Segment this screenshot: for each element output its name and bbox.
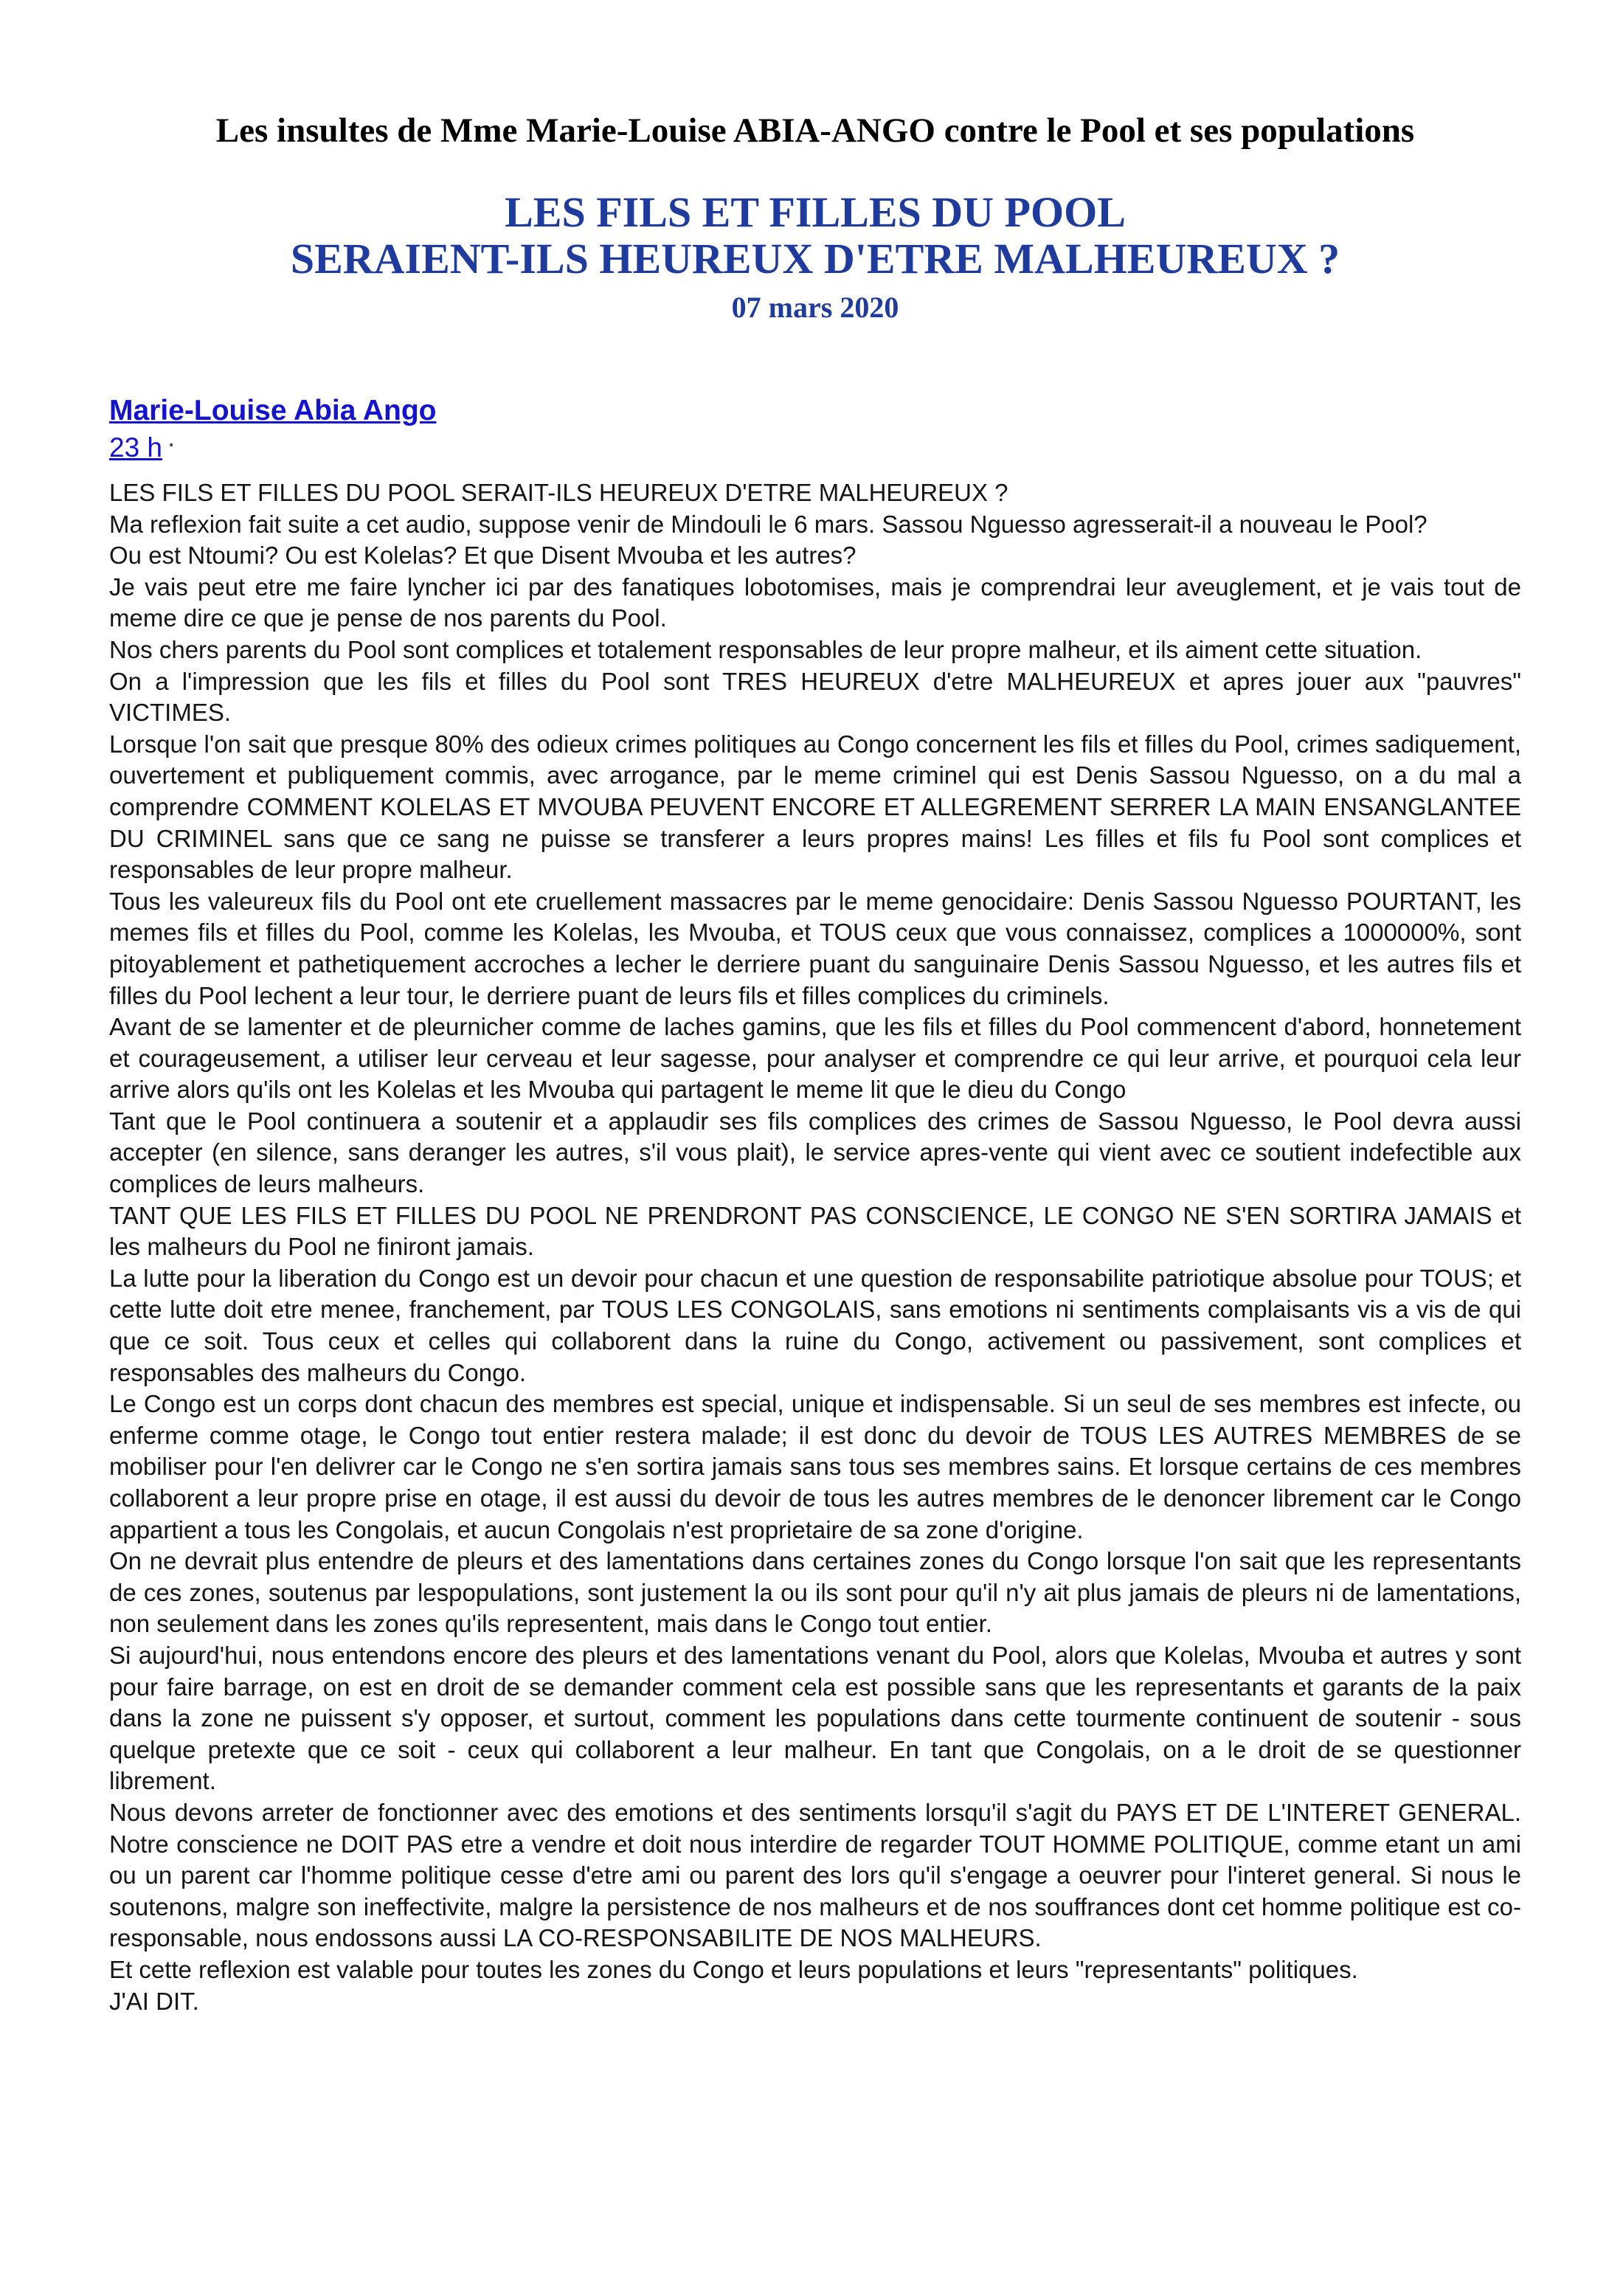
post-body xyxy=(109,477,1521,2017)
post-paragraph: Si aujourd'hui, nous entendons encore des pleurs et des lamentations venant du Pool, alors que Kolelas, Mvouba et autres y sont pour faire barrage, on est en droit de se demander comment cela est possible sans que les representants et garants de la paix dans la zone ne puissent s'y opposer, et surtout, comment les populations dans cette tourmente continuent de soutenir - sous quelque pretexte que ce soit - ceux qui collaborent a leur malheur. En tant que Congolais, on a le droit de se questionner librement. xyxy=(109,1641,1521,1795)
post-paragraph: Ma reflexion fait suite a cet audio, suppose venir de Mindouli le 6 mars. Sassou Nguesso agresserait-il a nouveau le Pool? xyxy=(109,510,1428,538)
timestamp-separator: · xyxy=(167,428,176,458)
post-paragraph: Le Congo est un corps dont chacun des membres est special, unique et indispensable. Si un seul de ses membres est infecte, ou enferme comme otage, le Congo tout entier restera malade; il est donc du devoir de TOUS LES AUTRES MEMBRES de se mobiliser pour l'en delivrer car le Congo ne s'en sortira jamais sans tous ses membres sains. Et lorsque certains de ces membres collaborent a leur propre prise en otage, il est aussi du devoir de tous les autres membres de le denoncer librement car le Congo appartient a tous les Congolais, et aucun Congolais n'est proprietaire de sa zone d'origine. xyxy=(109,1390,1521,1543)
post-paragraph: Avant de se lamenter et de pleurnicher comme de laches gamins, que les fils et filles du Pool commencent d'abord, honnetement et courageusement, a utiliser leur cerveau et leur sagesse, pour analyser et comprendre ce qui leur arrive, et pourquoi cela leur arrive alors qu'ils ont les Kolelas et les Mvouba qui partagent le meme lit que le dieu du Congo xyxy=(109,1013,1521,1104)
post-paragraph: J'AI DIT. xyxy=(109,1987,199,2015)
post-title-line1: LES FILS ET FILLES DU POOL xyxy=(505,188,1126,236)
post-paragraph: TANT QUE LES FILS ET FILLES DU POOL NE PRENDRONT PAS CONSCIENCE, LE CONGO NE S'EN SORTIRA JAMAIS et les malheurs du Pool ne finiront jamais. xyxy=(109,1201,1521,1261)
post-paragraph: Et cette reflexion est valable pour toutes les zones du Congo et leurs populations et leurs "representants" politiques. xyxy=(109,1955,1358,1983)
post-paragraph: On ne devrait plus entendre de pleurs et des lamentations dans certaines zones du Congo lorsque l'on sait que les representants de ces zones, soutenus par lespopulations, sont justement la ou ils sont pour qu'il n'y ait plus jamais de pleurs ni de lamentations, non seulement dans les zones qu'ils representent, mais dans le Congo tout entier. xyxy=(109,1547,1521,1638)
post-title xyxy=(109,189,1521,282)
post-title-line2: SERAIENT-ILS HEUREUX D'ETRE MALHEUREUX ? xyxy=(290,235,1340,283)
author-link[interactable]: Marie-Louise Abia Ango xyxy=(109,395,437,426)
post-paragraph: On a l'impression que les fils et filles du Pool sont TRES HEUREUX d'etre MALHEUREUX et apres jouer aux "pauvres" VICTIMES. xyxy=(109,667,1521,727)
post-paragraph: Tant que le Pool continuera a soutenir et a applaudir ses fils complices des crimes de Sassou Nguesso, le Pool devra aussi accepter (en silence, sans deranger les autres, s'il vous plait), le service apres-vente qui vient avec ce soutient indefectible aux complices de leurs malheurs. xyxy=(109,1107,1521,1198)
post-paragraph: Lorsque l'on sait que presque 80% des odieux crimes politiques au Congo concernent les fils et filles du Pool, crimes sadiquement, ouvertement et publiquement commis, avec arrogance, par le meme criminel qui est Denis Sassou Nguesso, on a du mal a comprendre COMMENT KOLELAS ET MVOUBA PEUVENT ENCORE ET ALLEGREMENT SERRER LA MAIN ENSANGLANTEE DU CRIMINEL sans que ce sang ne puisse se transferer a leurs propres mains! Les filles et fils fu Pool sont complices et responsables de leur propre malheur. xyxy=(109,730,1521,884)
timestamp-row xyxy=(109,427,1521,470)
post-paragraph: Nos chers parents du Pool sont complices et totalement responsables de leur propre malheur, et ils aiment cette situation. xyxy=(109,635,1422,663)
post-paragraph: Je vais peut etre me faire lyncher ici par des fanatiques lobotomises, mais je comprendrai leur aveuglement, et je vais tout de meme dire ce que je pense de nos parents du Pool. xyxy=(109,573,1521,632)
post-paragraph: Tous les valeureux fils du Pool ont ete cruellement massacres par le meme genocidaire: Denis Sassou Nguesso POURTANT, les memes fils et filles du Pool, comme les Kolelas, les Mvouba, et TOUS ceux que vous connaissez, complices a 1000000%, sont pitoyablement et pathetiquement accroches a lecher le derriere puant du sanguinaire Denis Sassou Nguesso, et les autres fils et filles du Pool lechent a leur tour, le derriere puant de leurs fils et filles complices du criminels. xyxy=(109,887,1521,1009)
author-block xyxy=(109,395,1521,470)
post-paragraph: LES FILS ET FILLES DU POOL SERAIT-ILS HEUREUX D'ETRE MALHEUREUX ? xyxy=(109,479,1008,506)
post-date: 07 mars 2020 xyxy=(731,291,899,324)
post-paragraph: Ou est Ntoumi? Ou est Kolelas? Et que Disent Mvouba et les autres? xyxy=(109,542,857,570)
timestamp-link[interactable]: 23 h xyxy=(109,432,163,463)
post-paragraph: Nous devons arreter de fonctionner avec des emotions et des sentiments lorsqu'il s'agit du PAYS ET DE L'INTERET GENERAL. Notre conscience ne DOIT PAS etre a vendre et doit nous interdire de regarder TOUT HOMME POLITIQUE, comme etant un ami ou un parent car l'homme politique cesse d'etre ami ou parent des lors qu'il s'engage a oeuvrer pour l'interet general. Si nous le soutenons, malgre son ineffectivite, malgre la persistence de nos malheurs et de nos souffrances dont cet homme politique est co-responsable, nous endossons aussi LA CO-RESPONSABILITE DE NOS MALHEURS. xyxy=(109,1798,1521,1952)
document-kicker: Les insultes de Mme Marie-Louise ABIA-ANGO contre le Pool et ses populations xyxy=(215,111,1415,150)
post-paragraph: La lutte pour la liberation du Congo est un devoir pour chacun et une question de responsabilite patriotique absolue pour TOUS; et cette lutte doit etre menee, franchement, par TOUS LES CONGOLAIS, sans emotions ni sentiments complaisants vis a vis de qui que ce soit. Tous ceux et celles qui collaborent dans la ruine du Congo, activement ou passivement, sont complices et responsables des malheurs du Congo. xyxy=(109,1264,1521,1386)
